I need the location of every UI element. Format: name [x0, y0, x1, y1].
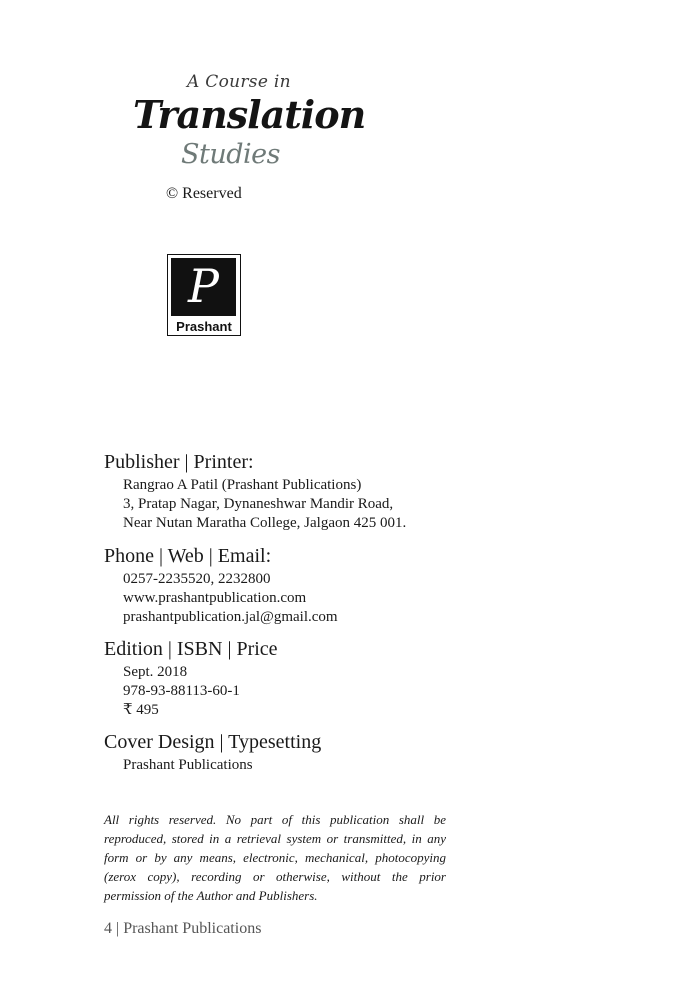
- section-line: 978-93-88113-60-1: [123, 683, 240, 699]
- logo-text: Prashant: [176, 319, 232, 334]
- section-line: Sept. 2018: [123, 664, 188, 680]
- section-heading: Edition | ISBN | Price: [104, 638, 278, 660]
- logo-glyph: P: [188, 259, 219, 313]
- section-line: prashantpublication.jal@gmail.com: [123, 609, 338, 625]
- page-footer: 4 | Prashant Publications: [104, 920, 262, 937]
- book-title-line1: A Course in: [187, 72, 291, 92]
- rights-notice: All rights reserved. No part of this publication shall be reproduced, stored in a retrieval system or transmitted, in any form or by any means, electronic, mechanical, photocopying (zerox copy), recording or otherwise, without the prior permission of the Author and Publishers.: [104, 812, 446, 903]
- copyright-text: © Reserved: [166, 185, 242, 202]
- section-design: [104, 731, 524, 775]
- section-line: ₹ 495: [123, 702, 159, 718]
- section-line: Near Nutan Maratha College, Jalgaon 425 001.: [123, 515, 407, 531]
- logo-mark: [171, 258, 236, 316]
- section-line: 0257-2235520, 2232800: [123, 571, 271, 587]
- section-line: Rangrao A Patil (Prashant Publications): [123, 477, 362, 493]
- section-edition: [104, 638, 524, 720]
- book-title-line3: Studies: [181, 139, 280, 170]
- section-heading: Phone | Web | Email:: [104, 545, 272, 567]
- section-heading: Publisher | Printer:: [104, 451, 254, 473]
- section-line: www.prashantpublication.com: [123, 590, 307, 606]
- section-line: 3, Pratap Nagar, Dynaneshwar Mandir Road,: [123, 496, 394, 512]
- section-line: Prashant Publications: [123, 757, 253, 773]
- publisher-logo: [167, 254, 241, 336]
- book-title-line2: Translation: [133, 92, 366, 137]
- section-heading: Cover Design | Typesetting: [104, 731, 322, 753]
- section-contact: [104, 545, 524, 627]
- section-publisher: [104, 451, 524, 533]
